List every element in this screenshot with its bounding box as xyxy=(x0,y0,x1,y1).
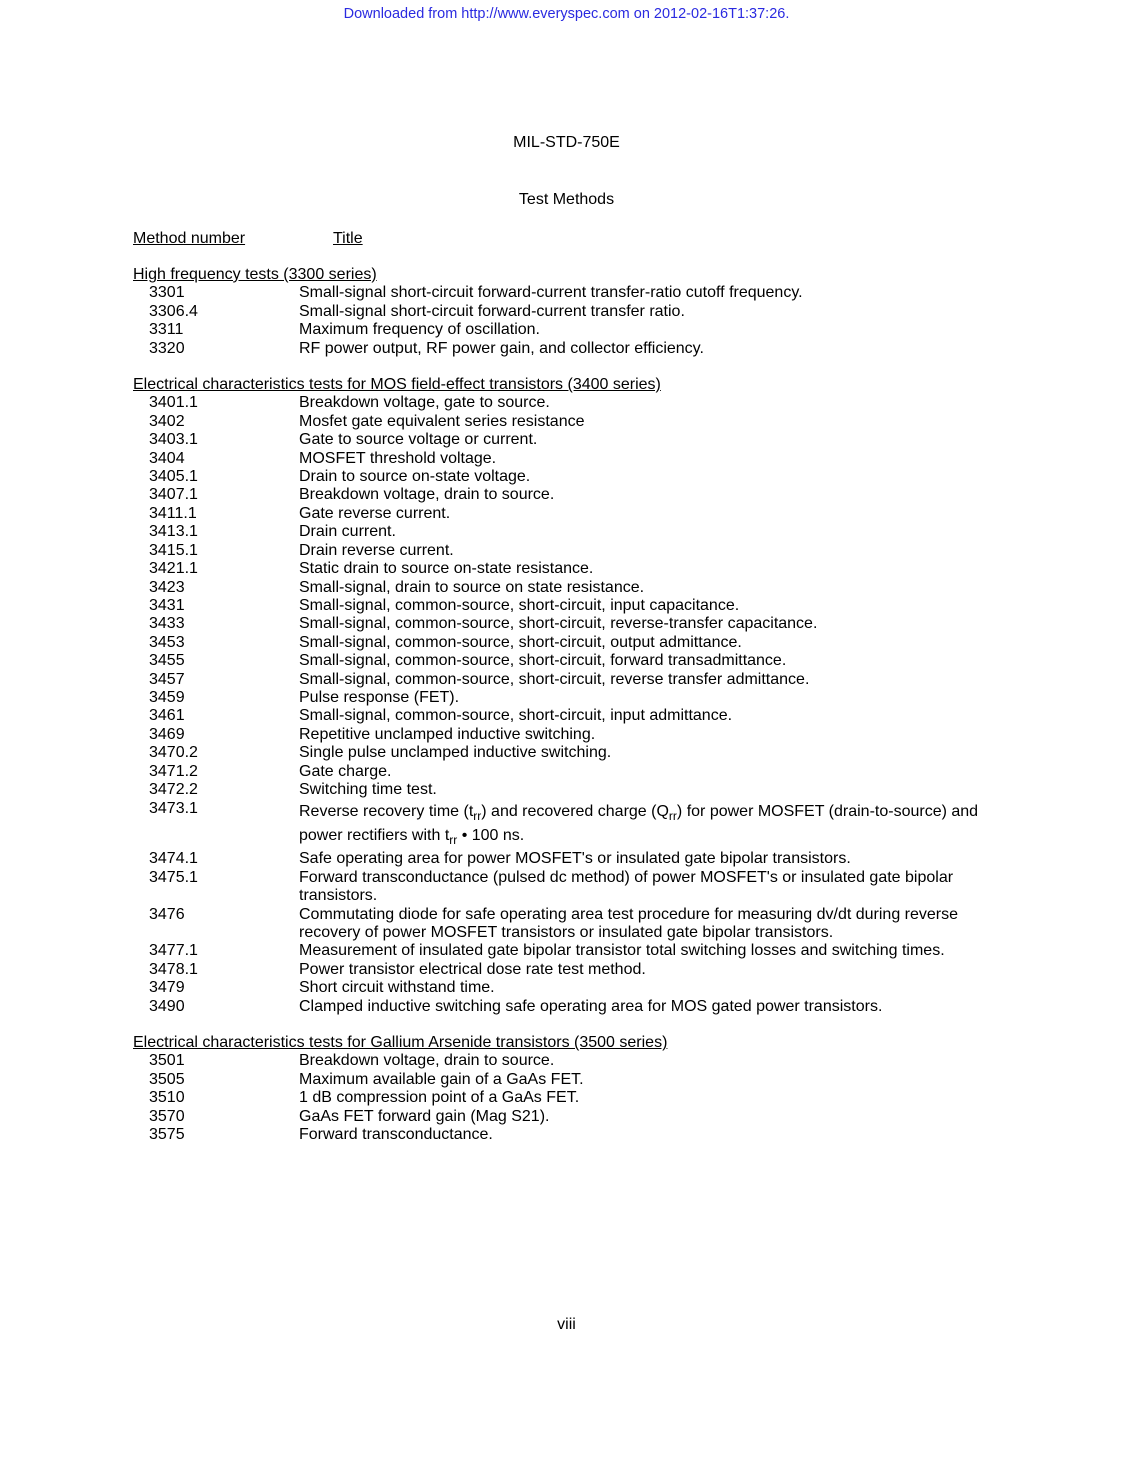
method-row xyxy=(133,707,1013,725)
method-row xyxy=(133,523,1013,541)
method-row xyxy=(133,431,1013,449)
document-subtitle: Test Methods xyxy=(518,191,615,208)
title-text: ) for power MOSFET (drain-to-source) and power rectifiers with t xyxy=(299,803,979,845)
method-number: 3474.1 xyxy=(149,850,198,868)
method-number: 3479 xyxy=(149,979,185,997)
method-number: 3404 xyxy=(149,449,185,467)
method-number: 3457 xyxy=(149,670,185,688)
subscript: rr xyxy=(668,809,677,824)
method-title: Small-signal, common-source, short-circuit, input capacitance. xyxy=(299,596,740,614)
title-text: Reverse recovery time (t xyxy=(299,803,474,821)
method-title: Static drain to source on-state resistance. xyxy=(299,560,594,578)
method-row xyxy=(133,671,1013,689)
section-title: Electrical characteristics tests for MOS field-effect transistors (3400 series) xyxy=(133,376,661,394)
method-title: Small-signal, common-source, short-circuit, output admittance. xyxy=(299,633,742,651)
method-title xyxy=(299,800,1013,848)
method-number: 3475.1 xyxy=(149,868,198,886)
method-title: Clamped inductive switching safe operating area for MOS gated power transistors. xyxy=(299,997,883,1015)
method-number: 3407.1 xyxy=(149,486,198,504)
method-row xyxy=(133,744,1013,762)
method-title: Safe operating area for power MOSFET's or insulated gate bipolar transistors. xyxy=(299,850,851,868)
method-row xyxy=(133,560,1013,578)
method-number: 3403.1 xyxy=(149,431,198,449)
method-row xyxy=(133,906,1013,943)
method-row xyxy=(133,394,1013,412)
section-title: High frequency tests (3300 series) xyxy=(133,266,377,283)
method-number: 3570 xyxy=(149,1107,185,1125)
method-title: 1 dB compression point of a GaAs FET. xyxy=(299,1089,580,1107)
method-row xyxy=(133,321,1013,339)
method-title: Drain current. xyxy=(299,523,396,541)
method-number: 3433 xyxy=(149,615,185,633)
method-row xyxy=(133,634,1013,652)
subscript: rr xyxy=(449,833,458,848)
method-title: Gate charge. xyxy=(299,762,392,780)
method-title: Short circuit withstand time. xyxy=(299,979,495,997)
method-row xyxy=(133,979,1013,997)
column-header-title: Title xyxy=(333,230,363,247)
method-number: 3490 xyxy=(149,997,185,1015)
method-number: 3431 xyxy=(149,596,185,614)
title-text: • 100 ns. xyxy=(457,827,525,845)
method-number: 3415.1 xyxy=(149,541,198,559)
method-row xyxy=(133,450,1013,468)
method-number: 3401.1 xyxy=(149,394,198,412)
method-title: Maximum available gain of a GaAs FET. xyxy=(299,1070,584,1088)
method-row xyxy=(133,942,1013,960)
method-title: Gate to source voltage or current. xyxy=(299,431,538,449)
method-number: 3478.1 xyxy=(149,960,198,978)
method-row xyxy=(133,689,1013,707)
method-row xyxy=(133,597,1013,615)
method-number: 3501 xyxy=(149,1052,185,1070)
method-title: Small-signal, common-source, short-circuit, reverse-transfer capacitance. xyxy=(299,615,818,633)
method-row xyxy=(133,781,1013,799)
method-title: Maximum frequency of oscillation. xyxy=(299,321,540,339)
method-number: 3461 xyxy=(149,707,185,725)
method-number: 3469 xyxy=(149,725,185,743)
method-number: 3320 xyxy=(149,339,185,357)
method-title: Small-signal short-circuit forward-current transfer-ratio cutoff frequency. xyxy=(299,284,803,302)
method-title: Forward transconductance (pulsed dc method) of power MOSFET's or insulated gate bipolar transistors. xyxy=(299,868,954,905)
method-row xyxy=(133,505,1013,523)
method-row xyxy=(133,542,1013,560)
method-row xyxy=(133,652,1013,670)
method-row xyxy=(133,1108,1013,1126)
method-number: 3476 xyxy=(149,905,185,923)
method-number: 3402 xyxy=(149,412,185,430)
method-row xyxy=(133,340,1013,358)
method-row xyxy=(133,284,1013,302)
page-number: viii xyxy=(557,1316,576,1333)
method-title: Forward transconductance. xyxy=(299,1126,493,1144)
method-title: GaAs FET forward gain (Mag S21). xyxy=(299,1107,550,1125)
method-title: Small-signal, common-source, short-circuit, input admittance. xyxy=(299,707,733,725)
method-title: Gate reverse current. xyxy=(299,504,451,522)
method-title: RF power output, RF power gain, and collector efficiency. xyxy=(299,339,704,357)
method-title: Switching time test. xyxy=(299,780,437,798)
method-number: 3421.1 xyxy=(149,560,198,578)
method-number: 3413.1 xyxy=(149,523,198,541)
column-header-number: Method number xyxy=(133,230,246,247)
method-row xyxy=(133,1126,1013,1144)
method-title: Mosfet gate equivalent series resistance xyxy=(299,412,585,430)
method-row xyxy=(133,961,1013,979)
method-row xyxy=(133,869,1013,906)
method-row xyxy=(133,726,1013,744)
method-row xyxy=(133,1071,1013,1089)
method-number: 3505 xyxy=(149,1070,185,1088)
method-title: Drain reverse current. xyxy=(299,541,454,559)
method-title: Small-signal, common-source, short-circuit, reverse transfer admittance. xyxy=(299,670,810,688)
method-title: Breakdown voltage, drain to source. xyxy=(299,486,555,504)
method-title: Commutating diode for safe operating area test procedure for measuring dv/dt during reverse recovery of power MOSFET transistors or insulated gate bipolar transistors. xyxy=(299,905,959,941)
method-row xyxy=(133,579,1013,597)
method-title: Repetitive unclamped inductive switching. xyxy=(299,725,596,743)
method-number: 3411.1 xyxy=(149,504,197,522)
subscript: rr xyxy=(473,809,482,824)
method-number: 3473.1 xyxy=(149,800,198,818)
method-number: 3575 xyxy=(149,1126,185,1144)
method-row xyxy=(133,1052,1013,1070)
method-title: Small-signal, drain to source on state resistance. xyxy=(299,578,645,596)
method-row xyxy=(133,763,1013,781)
method-sections xyxy=(133,266,1013,1162)
method-number: 3405.1 xyxy=(149,468,198,486)
section-title: Electrical characteristics tests for Gallium Arsenide transistors (3500 series) xyxy=(133,1034,668,1052)
method-row xyxy=(133,1089,1013,1107)
document-header: MIL-STD-750E xyxy=(513,134,620,151)
method-number: 3510 xyxy=(149,1089,185,1107)
method-title: Small-signal, common-source, short-circuit, forward transadmittance. xyxy=(299,652,787,670)
method-number: 3459 xyxy=(149,688,185,706)
method-row xyxy=(133,303,1013,321)
method-number: 3301 xyxy=(149,284,185,302)
method-row xyxy=(133,998,1013,1016)
method-number: 3306.4 xyxy=(149,302,198,320)
method-number: 3423 xyxy=(149,578,185,596)
method-title: Power transistor electrical dose rate test method. xyxy=(299,960,646,978)
method-title: Small-signal short-circuit forward-current transfer ratio. xyxy=(299,302,685,320)
method-row xyxy=(133,413,1013,431)
section-3400 xyxy=(133,376,1013,1016)
method-title: Measurement of insulated gate bipolar transistor total switching losses and switching times. xyxy=(299,942,945,960)
method-title: Drain to source on-state voltage. xyxy=(299,468,531,486)
section-3500 xyxy=(133,1034,1013,1144)
title-text: ) and recovered charge (Q xyxy=(481,803,669,821)
method-title: Pulse response (FET). xyxy=(299,688,460,706)
method-number: 3471.2 xyxy=(149,762,198,780)
method-number: 3477.1 xyxy=(149,942,198,960)
method-row xyxy=(133,850,1013,868)
method-row xyxy=(133,800,1013,848)
method-row xyxy=(133,615,1013,633)
method-title: Single pulse unclamped inductive switching. xyxy=(299,744,612,762)
method-title: Breakdown voltage, drain to source. xyxy=(299,1052,555,1070)
method-number: 3472.2 xyxy=(149,780,198,798)
download-banner[interactable]: Downloaded from http://www.everyspec.com on 2012-02-16T1:37:26. xyxy=(343,6,790,22)
method-title: MOSFET threshold voltage. xyxy=(299,449,497,467)
method-number: 3453 xyxy=(149,633,185,651)
method-title: Breakdown voltage, gate to source. xyxy=(299,394,550,412)
method-row xyxy=(133,468,1013,486)
method-number: 3311 xyxy=(149,321,184,339)
method-number: 3455 xyxy=(149,652,185,670)
method-row xyxy=(133,486,1013,504)
method-number: 3470.2 xyxy=(149,744,198,762)
section-3300 xyxy=(133,266,1013,358)
